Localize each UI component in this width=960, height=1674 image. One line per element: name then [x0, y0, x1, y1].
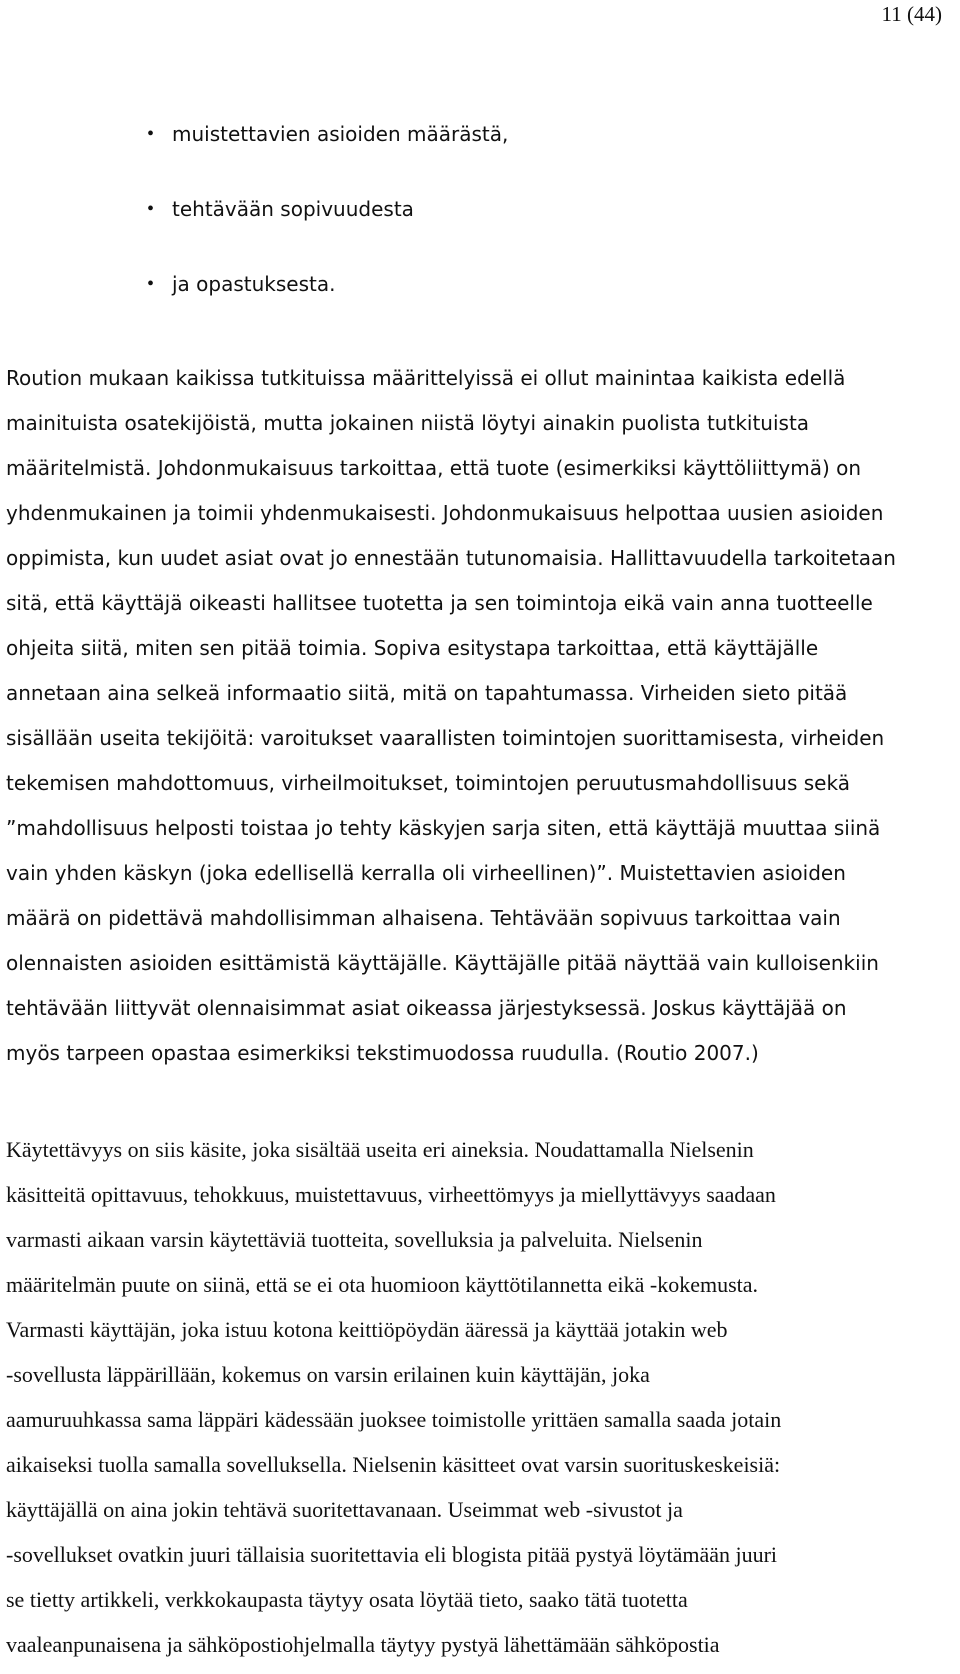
paragraph-line: se tietty artikkeli, verkkokaupasta täytyy osata löytää tieto, saako tätä tuotetta: [6, 1587, 688, 1612]
paragraph-line: myös tarpeen opastaa esimerkiksi tekstimuodossa ruudulla. (Routio 2007.): [6, 1041, 759, 1065]
body-paragraph-routio: [0, 356, 960, 1076]
paragraph-line: määritelmistä. Johdonmukaisuus tarkoittaa, että tuote (esimerkiksi käyttöliittymä) on: [6, 456, 862, 480]
paragraph-line: käyttäjällä on aina jokin tehtävä suoritettavanaan. Useimmat web -sivustot ja: [6, 1497, 683, 1522]
paragraph-line: sitä, että käyttäjä oikeasti hallitsee tuotetta ja sen toimintoja eikä vain anna tuotteelle: [6, 591, 873, 615]
paragraph-line: sisällään useita tekijöitä: varoitukset vaarallisten toimintojen suorittamisesta, virheiden: [6, 726, 885, 750]
paragraph-line: tehtävään liittyvät olennaisimmat asiat oikeassa järjestyksessä. Joskus käyttäjää on: [6, 996, 847, 1020]
bullet-text: muistettavien asioiden määrästä,: [172, 122, 509, 146]
paragraph-line: ”mahdollisuus helposti toistaa jo tehty käskyjen sarja siten, että käyttäjä muuttaa siinä: [6, 816, 881, 840]
bullet-list: [0, 116, 960, 341]
bullet-item: [0, 116, 960, 153]
paragraph-line: määritelmän puute on siinä, että se ei ota huomioon käyttötilannetta eikä -kokemusta.: [6, 1272, 759, 1297]
paragraph-line: ohjeita siitä, miten sen pitää toimia. Sopiva esitystapa tarkoittaa, että käyttäjälle: [6, 636, 819, 660]
paragraph-line: varmasti aikaan varsin käytettäviä tuotteita, sovelluksia ja palveluita. Nielsenin: [6, 1227, 703, 1252]
paragraph-line: määrä on pidettävä mahdollisimman alhaisena. Tehtävään sopivuus tarkoittaa vain: [6, 906, 841, 930]
paragraph-line: tekemisen mahdottomuus, virheilmoitukset, toimintojen peruutusmahdollisuus sekä: [6, 771, 850, 795]
page-number: 11 (44): [881, 2, 942, 26]
paragraph-line: vaaleanpunaisena ja sähköpostiohjelmalla täytyy pystyä lähettämään sähköpostia: [6, 1632, 720, 1657]
paragraph-line: mainituista osatekijöistä, mutta jokainen niistä löytyi ainakin puolista tutkituista: [6, 411, 810, 435]
paragraph-line: -sovellusta läppärillään, kokemus on varsin erilainen kuin käyttäjän, joka: [6, 1362, 650, 1387]
paragraph-line: annetaan aina selkeä informaatio siitä, mitä on tapahtumassa. Virheiden sieto pitää: [6, 681, 848, 705]
paragraph-line: -sovellukset ovatkin juuri tällaisia suoritettavia eli blogista pitää pystyä löytämään juuri: [6, 1542, 778, 1567]
body-paragraph-nielsen: [0, 1127, 960, 1667]
bullet-item: [0, 191, 960, 228]
paragraph-line: käsitteitä opittavuus, tehokkuus, muistettavuus, virheettömyys ja miellyttävyys saadaan: [6, 1182, 776, 1207]
paragraph-line: Varmasti käyttäjän, joka istuu kotona keittiöpöydän ääressä ja käyttää jotakin web: [6, 1317, 728, 1342]
paragraph-line: oppimista, kun uudet asiat ovat jo ennestään tutunomaisia. Hallittavuudella tarkoitetaan: [6, 546, 896, 570]
paragraph-line: aikaiseksi tuolla samalla sovelluksella. Nielsenin käsitteet ovat varsin suorituskeskeisiä:: [6, 1452, 781, 1477]
paragraph-line: yhdenmukainen ja toimii yhdenmukaisesti. Johdonmukaisuus helpottaa uusien asioiden: [6, 501, 884, 525]
bullet-icon: •: [147, 198, 155, 220]
paragraph-line: vain yhden käskyn (joka edellisellä kerralla oli virheellinen)”. Muistettavien asioiden: [6, 861, 846, 885]
bullet-icon: •: [147, 273, 155, 295]
paragraph-line: Roution mukaan kaikissa tutkituissa määrittelyissä ei ollut mainintaa kaikista edellä: [6, 366, 846, 390]
paragraph-line: olennaisten asioiden esittämistä käyttäjälle. Käyttäjälle pitää näyttää vain kulloisenkiin: [6, 951, 879, 975]
bullet-text: tehtävään sopivuudesta: [172, 197, 414, 221]
bullet-item: [0, 266, 960, 303]
paragraph-line: aamuruuhkassa sama läppäri kädessään juoksee toimistolle yrittäen samalla saada jotain: [6, 1407, 782, 1432]
paragraph-line: Käytettävyys on siis käsite, joka sisältää useita eri aineksia. Noudattamalla Nielsenin: [6, 1137, 754, 1162]
bullet-icon: •: [147, 123, 155, 145]
bullet-text: ja opastuksesta.: [172, 272, 336, 296]
